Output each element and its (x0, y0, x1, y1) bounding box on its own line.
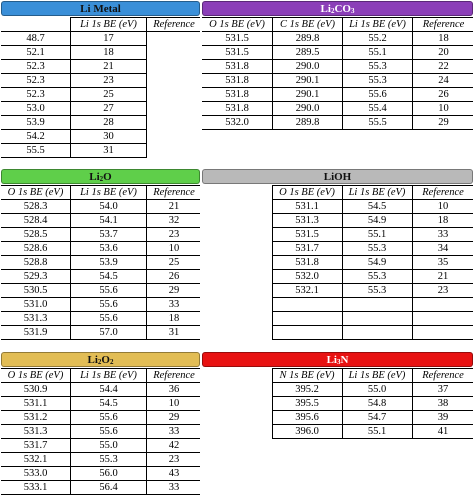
o-be-cell: 531.8 (202, 102, 273, 116)
o-be-cell: 528.4 (1, 214, 71, 228)
column-header: O 1s BE (eV) (202, 18, 273, 32)
table-row (1, 298, 200, 312)
reference-cell: 21 (412, 270, 473, 284)
reference-cell: 29 (147, 284, 201, 298)
reference-cell: 34 (412, 242, 473, 256)
blank-cell (272, 298, 342, 312)
o-be-cell: 528.3 (1, 200, 71, 214)
li-be-cell: 55.6 (71, 411, 147, 425)
li-be-cell: 55.6 (343, 88, 413, 102)
reference-cell: 10 (413, 102, 474, 116)
reference-cell: 25 (71, 88, 147, 102)
li-be-cell: 55.1 (342, 228, 412, 242)
table-row (1, 102, 200, 116)
reference-cell: 25 (147, 256, 201, 270)
n-be-cell: 396.0 (272, 425, 342, 439)
table-row (202, 116, 473, 130)
reference-cell: 30 (71, 130, 147, 144)
li-be-cell: 55.1 (342, 425, 412, 439)
li-be-cell: 52.1 (1, 46, 71, 60)
reference-cell: 20 (413, 46, 474, 60)
column-header: O 1s BE (eV) (1, 186, 71, 200)
o-be-cell: 531.7 (1, 439, 71, 453)
reference-cell: 33 (147, 425, 201, 439)
reference-cell: 10 (147, 242, 201, 256)
reference-cell: 26 (413, 88, 474, 102)
li-be-cell: 55.3 (342, 284, 412, 298)
li-be-cell: 53.9 (71, 256, 147, 270)
table-row (1, 88, 200, 102)
table-row (202, 60, 473, 74)
header-lioh (202, 169, 473, 184)
table-row (1, 481, 200, 495)
title-li2o: $Li_2O$ (89, 170, 112, 183)
o-be-cell: 528.8 (1, 256, 71, 270)
c-be-cell: 290.1 (273, 74, 343, 88)
o-be-cell: 529.3 (1, 270, 71, 284)
reference-cell: 23 (412, 284, 473, 298)
title-li3n: $Li_3N$ (326, 353, 349, 366)
table-row (202, 102, 473, 116)
reference-cell: 21 (71, 60, 147, 74)
column-header: Li 1s BE (eV) (342, 186, 412, 200)
column-header: O 1s BE (eV) (272, 186, 342, 200)
reference-cell: 10 (412, 200, 473, 214)
li-be-cell: 54.8 (342, 397, 412, 411)
n-be-cell: 395.5 (272, 397, 342, 411)
reference-cell: 22 (413, 60, 474, 74)
blank-cell (342, 312, 412, 326)
reference-cell: 33 (412, 228, 473, 242)
n-be-cell: 395.2 (272, 383, 342, 397)
reference-cell: 23 (147, 228, 201, 242)
table-row (1, 383, 200, 397)
table-row (1, 32, 200, 46)
reference-cell: 17 (71, 32, 147, 46)
table-row (1, 439, 200, 453)
li-be-cell: 55.5 (1, 144, 71, 158)
table-row (1, 312, 200, 326)
header-li-metal (1, 1, 200, 16)
o-be-cell: 528.6 (1, 242, 71, 256)
o-be-cell: 531.8 (202, 74, 273, 88)
column-header: O 1s BE (eV) (1, 369, 71, 383)
reference-cell: 27 (71, 102, 147, 116)
column-header: Reference (147, 369, 201, 383)
reference-cell: 28 (71, 116, 147, 130)
o-be-cell: 531.5 (202, 46, 273, 60)
li-be-cell: 53.0 (1, 102, 71, 116)
title-li2o2: $Li_2O_2$ (87, 353, 114, 366)
blank-cell (412, 298, 473, 312)
li-be-cell: 55.6 (71, 425, 147, 439)
li-be-cell: 55.6 (71, 284, 147, 298)
table-header-row (202, 18, 473, 32)
reference-cell: 39 (412, 411, 473, 425)
o-be-cell: 531.1 (272, 200, 342, 214)
li-be-cell: 53.6 (71, 242, 147, 256)
li-be-cell: 54.0 (71, 200, 147, 214)
li-be-cell: 56.4 (71, 481, 147, 495)
blank-cell (412, 312, 473, 326)
li-be-cell: 55.1 (343, 46, 413, 60)
column-header: Reference (413, 18, 474, 32)
table-header-row (1, 369, 200, 383)
o-be-cell: 532.0 (202, 116, 273, 130)
blank-cell (272, 326, 342, 340)
c-be-cell: 290.1 (273, 88, 343, 102)
table-row (1, 60, 200, 74)
c-be-cell: 289.8 (273, 116, 343, 130)
table-row (202, 46, 473, 60)
o-be-cell: 531.9 (1, 326, 71, 340)
blank-cell (342, 326, 412, 340)
table-row (1, 467, 200, 481)
li-metal-rows (1, 32, 200, 158)
blank-cell (412, 326, 473, 340)
panel-li-metal (1, 1, 200, 167)
blank-cell (202, 369, 272, 439)
table-row (1, 74, 200, 88)
li-be-cell: 55.0 (342, 383, 412, 397)
o-be-cell: 531.8 (202, 88, 273, 102)
li-be-cell: 54.5 (71, 270, 147, 284)
c-be-cell: 289.5 (273, 46, 343, 60)
reference-cell: 23 (147, 453, 201, 467)
column-header: C 1s BE (eV) (273, 18, 343, 32)
blank-cell (272, 312, 342, 326)
table-header-row (1, 186, 200, 200)
c-be-cell: 290.0 (273, 102, 343, 116)
title-li2co3: $Li_2CO_3$ (320, 2, 355, 15)
li-be-cell: 55.5 (343, 116, 413, 130)
li-be-cell: 55.4 (343, 102, 413, 116)
o-be-cell: 531.7 (272, 242, 342, 256)
column-header: Reference (412, 186, 473, 200)
li-be-cell: 53.7 (71, 228, 147, 242)
header-li2co3 (202, 1, 473, 16)
li-be-cell: 55.3 (343, 60, 413, 74)
o-be-cell: 530.5 (1, 284, 71, 298)
o-be-cell: 531.2 (1, 411, 71, 425)
table-li3n (202, 368, 473, 439)
li-be-cell: 54.7 (342, 411, 412, 425)
reference-cell: 33 (147, 298, 201, 312)
table-row (1, 284, 200, 298)
li-be-cell: 54.1 (71, 214, 147, 228)
table-row (202, 74, 473, 88)
li-be-cell: 54.9 (342, 214, 412, 228)
o-be-cell: 531.8 (202, 60, 273, 74)
li-be-cell: 55.3 (71, 453, 147, 467)
o-be-cell: 533.0 (1, 467, 71, 481)
reference-cell: 31 (71, 144, 147, 158)
table-row (1, 116, 200, 130)
reference-cell: 24 (413, 74, 474, 88)
table-row (1, 397, 200, 411)
li-be-cell: 54.2 (1, 130, 71, 144)
table-row (202, 88, 473, 102)
o-be-cell: 531.5 (202, 32, 273, 46)
reference-cell: 32 (147, 214, 201, 228)
li-be-cell: 54.5 (71, 397, 147, 411)
table-row (1, 144, 200, 158)
li-be-cell: 52.3 (1, 74, 71, 88)
table-row (1, 256, 200, 270)
reference-cell: 18 (71, 46, 147, 60)
o-be-cell: 531.0 (1, 298, 71, 312)
reference-cell: 29 (147, 411, 201, 425)
table-li-metal (1, 17, 200, 158)
panel-lioh (202, 169, 473, 350)
o-be-cell: 532.0 (272, 270, 342, 284)
o-be-cell: 531.8 (272, 256, 342, 270)
reference-cell: 35 (412, 256, 473, 270)
li-be-cell: 56.0 (71, 467, 147, 481)
table-row (1, 228, 200, 242)
reference-cell: 38 (412, 397, 473, 411)
table-lioh (202, 185, 473, 340)
reference-cell: 36 (147, 383, 201, 397)
panel-li2o2 (1, 352, 200, 503)
table-header-row (202, 369, 473, 383)
reference-cell: 18 (147, 312, 201, 326)
column-header: N 1s BE (eV) (272, 369, 342, 383)
reference-cell: 21 (147, 200, 201, 214)
reference-cell: 43 (147, 467, 201, 481)
title-li-metal: Li Metal (80, 2, 121, 15)
reference-cell: 33 (147, 481, 201, 495)
table-li2o2 (1, 368, 200, 495)
n-be-cell: 395.6 (272, 411, 342, 425)
li-be-cell: 55.6 (71, 298, 147, 312)
header-li2o (1, 169, 200, 184)
column-header: Li 1s BE (eV) (71, 369, 147, 383)
li-be-cell: 48.7 (1, 32, 71, 46)
panel-li2co3 (202, 1, 473, 167)
li-be-cell: 55.3 (343, 74, 413, 88)
li-be-cell: 55.0 (71, 439, 147, 453)
table-row (1, 130, 200, 144)
column-header: Li 1s BE (eV) (343, 18, 413, 32)
c-be-cell: 290.0 (273, 60, 343, 74)
o-be-cell: 528.5 (1, 228, 71, 242)
title-lioh: LiOH (323, 170, 352, 183)
reference-cell: 10 (147, 397, 201, 411)
reference-cell: 18 (413, 32, 474, 46)
li-be-cell: 55.3 (342, 242, 412, 256)
table-row (202, 32, 473, 46)
column-header: Reference (147, 186, 201, 200)
panel-li3n (202, 352, 473, 503)
o-be-cell: 532.1 (272, 284, 342, 298)
li-be-cell: 54.9 (342, 256, 412, 270)
header-li3n (202, 352, 473, 367)
table-row (1, 242, 200, 256)
blank-cell (202, 186, 272, 340)
reference-cell: 23 (71, 74, 147, 88)
reference-cell: 42 (147, 439, 201, 453)
table-row (1, 326, 200, 340)
table-header-row (1, 18, 200, 32)
li-be-cell: 55.2 (343, 32, 413, 46)
li-be-cell: 54.4 (71, 383, 147, 397)
o-be-cell: 531.3 (272, 214, 342, 228)
o-be-cell: 530.9 (1, 383, 71, 397)
table-row (1, 270, 200, 284)
reference-cell: 37 (412, 383, 473, 397)
table-row (1, 453, 200, 467)
header-li2o2 (1, 352, 200, 367)
column-header: Li 1s BE (eV) (71, 186, 147, 200)
table-row (1, 200, 200, 214)
li-be-cell: 52.3 (1, 88, 71, 102)
table-row (1, 46, 200, 60)
column-header: Li 1s BE (eV) (71, 18, 147, 32)
table-row (1, 214, 200, 228)
li-be-cell: 52.3 (1, 60, 71, 74)
table-header-row (202, 186, 473, 200)
table-row (1, 411, 200, 425)
o-be-cell: 531.5 (272, 228, 342, 242)
reference-cell: 31 (147, 326, 201, 340)
table-li2co3 (202, 17, 473, 130)
c-be-cell: 289.8 (273, 32, 343, 46)
reference-cell: 29 (413, 116, 474, 130)
column-header: Li 1s BE (eV) (342, 369, 412, 383)
blank-cell (342, 298, 412, 312)
column-header: Reference (147, 18, 201, 32)
blank-cell (1, 18, 71, 32)
li-be-cell: 53.9 (1, 116, 71, 130)
o-be-cell: 531.3 (1, 312, 71, 326)
li-be-cell: 57.0 (71, 326, 147, 340)
table-row (1, 425, 200, 439)
li-be-cell: 55.6 (71, 312, 147, 326)
column-header: Reference (412, 369, 473, 383)
li-be-cell: 54.5 (342, 200, 412, 214)
reference-cell: 41 (412, 425, 473, 439)
o-be-cell: 531.3 (1, 425, 71, 439)
table-li2o (1, 185, 200, 340)
li-be-cell: 55.3 (342, 270, 412, 284)
o-be-cell: 531.1 (1, 397, 71, 411)
reference-cell: 18 (412, 214, 473, 228)
reference-cell: 26 (147, 270, 201, 284)
panel-li2o (1, 169, 200, 350)
o-be-cell: 533.1 (1, 481, 71, 495)
o-be-cell: 532.1 (1, 453, 71, 467)
